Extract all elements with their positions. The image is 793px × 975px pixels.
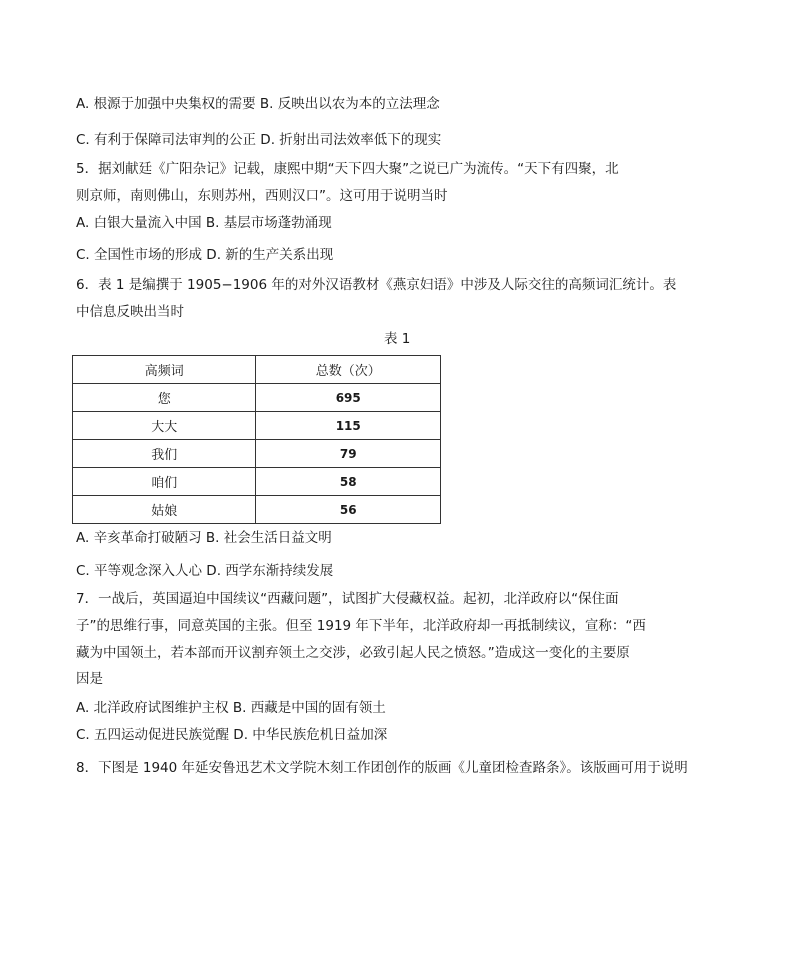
option-line: C. 有利于保障司法审判的公正 D. 折射出司法效率低下的现实: [76, 132, 442, 148]
word-cell: 姑娘: [73, 496, 256, 524]
table-row: [73, 468, 441, 496]
option-line: A. 白银大量流入中国 B. 基层市场蓬勃涌现: [76, 215, 332, 231]
table-caption: 表 1: [384, 331, 411, 347]
count-cell: 56: [256, 496, 441, 524]
question-5-line: 则京师，南则佛山，东则苏州，西则汉口”。这可用于说明当时: [76, 188, 448, 204]
table-row: [73, 412, 441, 440]
word-cell: 咱们: [73, 468, 256, 496]
word-frequency-table: [72, 355, 441, 524]
question-7-line: 7．一战后，英国逼迫中国续议“西藏问题”，试图扩大侵藏权益。起初，北洋政府以“保住面: [76, 591, 619, 607]
word-cell: 大大: [73, 412, 256, 440]
question-7-line: 藏为中国领土，若本部而开议割弃领土之交涉，必致引起人民之愤怒。”造成这一变化的主要原: [76, 645, 630, 661]
question-6-line: 中信息反映出当时: [76, 304, 184, 320]
question-8-line: 8．下图是 1940 年延安鲁迅艺术文学院木刻工作团创作的版画《儿童团检查路条》。该版画可用于说明: [76, 760, 688, 776]
table-row: [73, 496, 441, 524]
count-cell: 58: [256, 468, 441, 496]
column-header: 高频词: [73, 356, 256, 384]
count-cell: 115: [256, 412, 441, 440]
question-5-line: 5．据刘献廷《广阳杂记》记载，康熙中期“天下四大聚”之说已广为流传。“天下有四聚，北: [76, 161, 619, 177]
option-line: C. 五四运动促进民族觉醒 D. 中华民族危机日益加深: [76, 727, 388, 743]
table-row: [73, 384, 441, 412]
table-header-row: [73, 356, 441, 384]
option-line: A. 辛亥革命打破陋习 B. 社会生活日益文明: [76, 530, 332, 546]
option-line: A. 北洋政府试图维护主权 B. 西藏是中国的固有领土: [76, 700, 386, 716]
option-line: A. 根源于加强中央集权的需要 B. 反映出以农为本的立法理念: [76, 96, 440, 112]
count-cell: 79: [256, 440, 441, 468]
question-6-line: 6．表 1 是编撰于 1905−1906 年的对外汉语教材《燕京妇语》中涉及人际交往的高频词汇统计。表: [76, 277, 677, 293]
word-cell: 您: [73, 384, 256, 412]
option-line: C. 平等观念深入人心 D. 西学东渐持续发展: [76, 563, 334, 579]
word-cell: 我们: [73, 440, 256, 468]
table-row: [73, 440, 441, 468]
count-cell: 695: [256, 384, 441, 412]
column-header: 总数（次）: [256, 356, 441, 384]
question-7-line: 子”的思维行事，同意英国的主张。但至 1919 年下半年，北洋政府却一再抵制续议，宣称：“西: [76, 618, 646, 634]
option-line: C. 全国性市场的形成 D. 新的生产关系出现: [76, 247, 334, 263]
question-7-line: 因是: [76, 671, 103, 687]
